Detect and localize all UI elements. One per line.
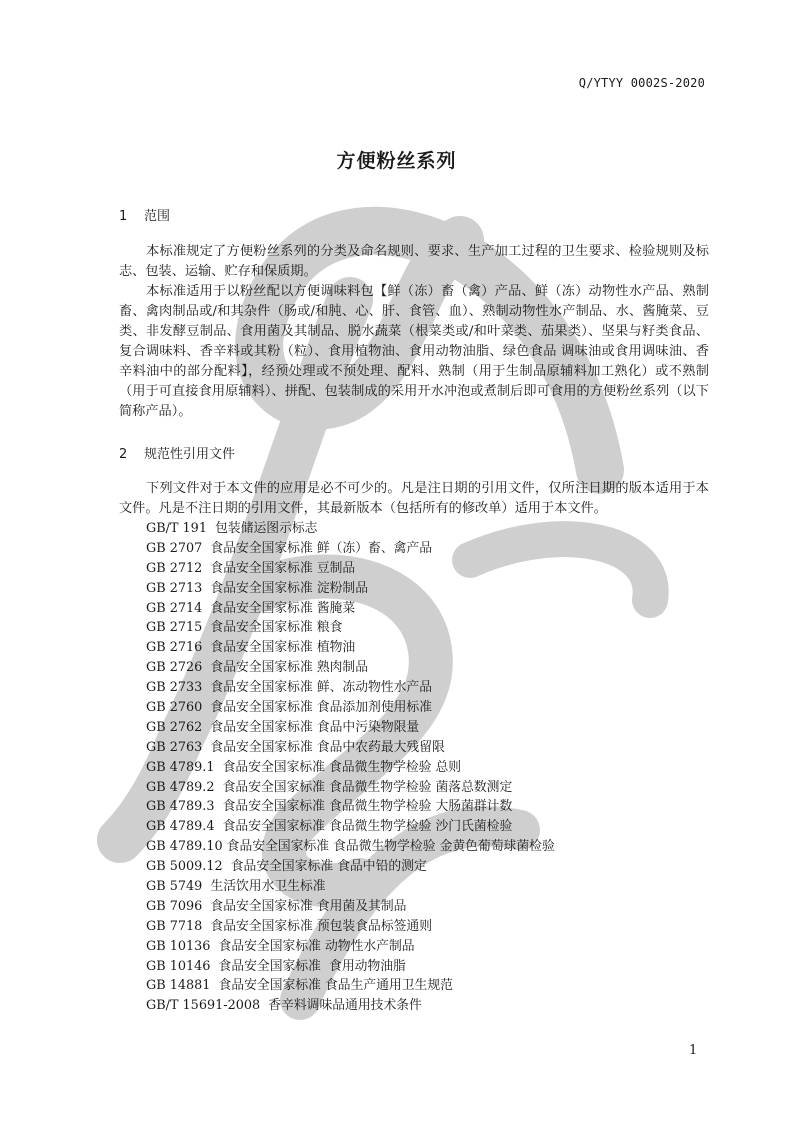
reference-item: GB 2733 食品安全国家标准 鲜、冻动物性水产品 — [146, 680, 433, 696]
section-heading-references — [119, 443, 235, 462]
reference-item: GB 2726 食品安全国家标准 熟肉制品 — [146, 660, 369, 676]
reference-item: GB 4789.1 食品安全国家标准 食品微生物学检验 总则 — [146, 759, 462, 775]
scope-paragraph-2: 本标准适用于以粉丝配以方便调味料包【鲜（冻）畜（禽）产品、鲜（冻）动物性水产品、熟制畜、禽肉制品或/和其杂件（肠或/和肫、心、肝、食管、血）、熟制动物性水产制品、水、酱腌菜、豆类、非发酵豆制品、食用菌及其制品、脱水蔬菜（根菜类或/和叶菜类、茄果类）、坚果与籽类食品、复合调味料、香辛料或其粉（粒）、食用植物油、食用动物油脂、绿色食品 调味油或食用调味油、香辛料油中的部分配料】，经预处理或不预处理、配料、熟制（用于生制品原辅料加工熟化）或不熟制（用于可直接食用原辅料）、拼配、包装制成的采用开水冲泡或煮制后即可食用的方便粉丝系列（以下简称产品）。 — [119, 284, 709, 419]
reference-item: GB 14881 食品安全国家标准 食品生产通用卫生规范 — [146, 978, 453, 994]
normative-reference-list — [146, 519, 555, 1016]
section-number: 1 — [119, 209, 128, 224]
reference-item: GB 4789.4 食品安全国家标准 食品微生物学检验 沙门氏菌检验 — [146, 819, 513, 835]
reference-item: GB 7718 食品安全国家标准 预包装食品标签通则 — [146, 918, 433, 934]
standard-number: Q/YTYY 0002S-2020 — [578, 76, 705, 90]
section-title: 规范性引用文件 — [144, 447, 236, 462]
reference-item: GB 7096 食品安全国家标准 食用菌及其制品 — [146, 898, 407, 914]
reference-item: GB/T 15691-2008 香辛料调味品通用技术条件 — [146, 998, 422, 1014]
reference-item: GB 5009.12 食品安全国家标准 食品中铅的测定 — [146, 859, 427, 875]
reference-item: GB 2762 食品安全国家标准 食品中污染物限量 — [146, 719, 420, 735]
reference-item: GB 4789.10 食品安全国家标准 食品微生物学检验 金黄色葡萄球菌检验 — [146, 839, 555, 855]
reference-item: GB 2716 食品安全国家标准 植物油 — [146, 640, 356, 656]
reference-item: GB 10136 食品安全国家标准 动物性水产制品 — [146, 938, 415, 954]
reference-item: GB 4789.2 食品安全国家标准 食品微生物学检验 菌落总数测定 — [146, 779, 513, 795]
section-title: 范围 — [144, 209, 171, 224]
reference-item: GB 4789.3 食品安全国家标准 食品微生物学检验 大肠菌群计数 — [146, 799, 513, 815]
reference-item: GB/T 191 包装储运图示标志 — [146, 521, 318, 536]
section-heading-scope — [119, 205, 170, 224]
section-number: 2 — [119, 447, 128, 462]
page-number: 1 — [689, 1043, 698, 1058]
references-intro-paragraph: 下列文件对于本文件的应用是必不可少的。凡是注日期的引用文件，仅所注日期的版本适用于本文件。凡是不注日期的引用文件，其最新版本（包括所有的修改单）适用于本文件。 — [119, 481, 709, 516]
reference-item: GB 10146 食品安全国家标准 食用动物油脂 — [146, 958, 406, 974]
scope-paragraph-1: 本标准规定了方便粉丝系列的分类及命名规则、要求、生产加工过程的卫生要求、检验规则及标志、包装、运输、贮存和保质期。 — [119, 244, 709, 279]
reference-item: GB 2715 食品安全国家标准 粮食 — [146, 620, 343, 636]
reference-item: GB 2712 食品安全国家标准 豆制品 — [146, 560, 356, 576]
reference-item: GB 5749 生活饮用水卫生标准 — [146, 879, 326, 895]
reference-item: GB 2763 食品安全国家标准 食品中农药最大残留限 — [146, 739, 445, 755]
reference-item: GB 2714 食品安全国家标准 酱腌菜 — [146, 600, 356, 616]
reference-item: GB 2713 食品安全国家标准 淀粉制品 — [146, 580, 369, 596]
document-title: 方便粉丝系列 — [336, 150, 457, 172]
reference-item: GB 2707 食品安全国家标准 鲜（冻）畜、禽产品 — [146, 540, 433, 556]
reference-item: GB 2760 食品安全国家标准 食品添加剂使用标准 — [146, 700, 433, 716]
